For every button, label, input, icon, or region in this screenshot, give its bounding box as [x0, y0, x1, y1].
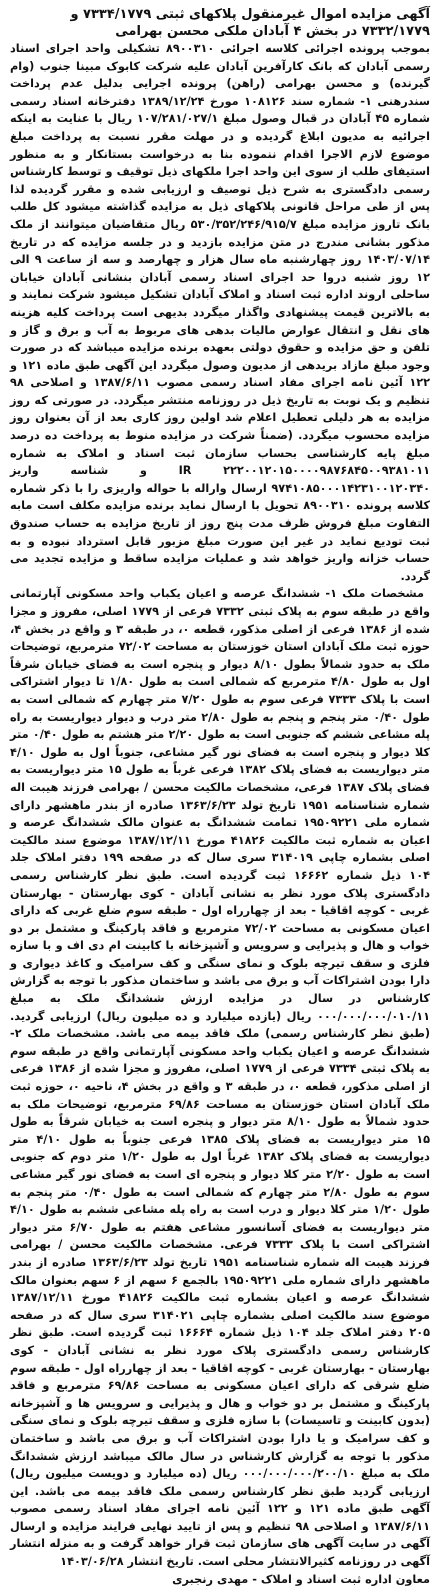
- notice-paragraph-1: بموجب پرونده اجرائی کلاسه اجرائی ۸۹۰۰۳۱۰ تشکیلی واحد اجرای اسناد رسمی آبادان که بانک کارآفرین آبادان علیه شرکت کابوک مبینا جنوب (وام گیرنده) و محسن بهرامی (راهن) پرونده اجرایی بدلیل عدم پرداخت سندرهنی ۱- شماره سند ۱۰۸۱۲۶ مورخ ۱۳۸۹/۱۲/۲۴ دفترخانه اسناد رسمی شماره ۴۵ آبادان در قبال وصول مبلغ ۱۰۷/۲۸۱/۰۲۷/۱ ریال با عنایت به اینکه اجرائیه به مدیون ابلاغ گردیده و در مهلت مقرر نسبت به پرداخت مبلغ موضوع لازم الاجرا اقدام ننموده بنا به درخواست بستانکار و به منظور استیفای طلب از سوی این واحد اجرا ملکهای ذیل توقیف و توسط کارشناس رسمی دادگستری به شرح ذیل توصیف و ارزیابی شده و مقرر گردیده لذا پس از طی مراحل قانونی پلاکهای ذیل به مزایده گذاشته میشود کل طلب بانک تاروز مزایده مبلغ ۵۳۰/۳۵۲/۲۴۶/۹۱۵/۷ ریال متقاضیان میتوانند از ملک مذکور بشانی مندرج در متن مزایده بازدید و در جلسه مزایده که در تاریخ ۱۴۰۳/۰۷/۱۴ روز چهارشنبه ماه سال هزار و چهارصد و سه از ساعت ۹ الی ۱۲ روز شنبه دروا حد اجرای اسناد رسمی آبادان بنشانی آبادان خیابان ساحلی اروند اداره ثبت اسناد و املاک آبادان تشکیل میشود شرکت نمایند و به بالاترین قیمت پیشنهادی واگذار میگردد بدیهی است پرداخت کلیه هزینه های نقل و انتقال عوارض مالیات بدهی های مربوط به آب و برق و گاز و تلفن و حق مزایده و حقوق دولتی بعهده برنده مزایده میباشد که در صورت وجود مبلغ مازاد بریدهی از مدیون وصول میگردد این آگهی طبق ماده ۱۲۱ و ۱۲۲ آئین نامه اجرای مفاد اسناد رسمی مصوب ۱۳۸۷/۶/۱۱ و اصلاحی ۹۸ تنظیم و یک نوبت به تاریخ ذیل در روزنامه منتشر میگردد. در صورتی که روز مزایده به هر دلیلی تعطیل اعلام شد اولین روز کاری بعد از آن بعنوان روز مزایده محسوب میگردد. (ضمناً شرکت در مزایده منوط به پرداخت ده درصد مبلغ پایه کارشناسی بحساب سازمان ثبت اسناد و املاک به شماره ۲۲۲۰۰۱۲۰۱۵۰۰۰۰۹۸۷۶۸۴۵۰۰۹۳۸۱۰۱۱ IR و شناسه واریز ۹۷۴۱۰۸۵۰۰۰۱۴۲۳۱۰۰۱۲۰۳۴۰ ارسال واراله با حواله واریزی را با ذکر شماره کلاسه پرونده ۸۹۰۰۳۱۰ تحویل با ارسال نماید برنده مزایده مکلف است مابه التفاوت مبلغ فروش ظرف مدت پنج روز از تاریخ مزایده به حساب صندوق ثبت تودیع نماید در غیر این صورت مبلغ مزبور قابل استرداد نبوده و به حساب خزانه واریز خواهد شد و عملیات مزایده ساقط و مزایده تجدید می گردد.: [10, 42, 430, 583]
- notice-title: آگهی مزایده اموال غیرمنقول پلاکهای ثبتی ۷۳۳۴/۱۷۷۹ و ۷۳۳۲/۱۷۷۹ در بخش ۴ آبادان ملکی محسن بهرامی: [70, 7, 430, 39]
- notice-paragraph-2: مشخصات ملک ۱- ششدانگ عرصه و اعیان یکباب واحد مسکونی آپارتمانی واقع در طبقه سوم به پلاک ثبتی ۷۳۳۲ فرعی از ۱۷۷۹ اصلی، مفروز و مجزا شده از ۱۳۸۶ فرعی از اصلی مذکور، قطعه ۰، در طبقه ۳ و واقع در بخش ۴، حوزه ثبت ملک آبادان استان خوزستان به مساحت ۷۲/۰۲ مترمربع، توضیحات ملک به حدود شمالاً بطول ۸/۱۰ دیوار و پنجره است به فضای خیابان شرقاً اول به طول ۴/۸۰ مترمربع که شمالی است به طول ۱/۸۰ تا دیوار اشتراکی است با پلاک ۷۳۳۳ فرعی سوم به طول ۷/۲۰ متر چهارم که شمالی است به طول ۰/۴۰ متر پنجم و پنجم به طول ۲/۸۰ متر درب و دیوار دیواریست به راه پله مشاعی ششم که جنوبی است به طول ۲/۲۰ متر هشتم به طول ۰/۴۰ متر کلا دیوار و پنجره است به فضای نور گیر مشاعی، جنوباً اول به طول ۴/۱۰ متر دیواریست به فضای پلاک ۱۳۸۲ فرعی غرباً به طول ۱۵ متر دیواریست به فضای پلاک ۱۳۸۷ فرعی، مشخصات مالکیت محسن / بهرامی فرزند هیبت اله شماره شناسنامه ۱۹۵۱ تاریخ تولد ۱۳۶۳/۶/۲۳ صادره از بندر ماهشهر دارای شماره ملی ۱۹۵۰۹۲۲۱ تمامت ششدانگ به عنوان مالک ششدانگ عرصه و اعیان به شماره ثبت مالکیت ۴۱۸۲۶ مورخ ۱۳۸۷/۱۲/۱۱ موضوع سند مالکیت اصلی بشماره چاپی ۳۱۴۰۱۹ سری سال که در صفحه ۱۹۹ دفتر املاک جلد ۱۰۴ ذیل شماره ۱۶۶۶۲ ثبت گردیده است. طبق نظر کارشناس رسمی دادگستری پلاک مورد نظر به نشانی آبادان - کوی بهارستان - بهارستان غربی - کوچه اقاقیا - بعد از چهارراه اول - طبقه سوم ضلع غربی که دارای اعیان مسکونی به مساحت ۷۲/۰۲ مترمربع و فاقد پارکینگ و مشتمل بر دو خواب و هال و پذیرایی و سرویس و آشپزخانه با کابینت ام دی اف و با سازه فلزی و سقف تیرچه بلوک و نمای سنگی و کف سرامیک و کاغذ دیواری و دارا بودن اشتراکات آب و برق می باشد و ساختمان مذکور با توجه به گزارش کارشناس در سال در مزایده ارزش ششدانگ ملک به مبلغ ۰۰۰/۰۰۰/۰۰۰/۰۱۰/۱۱ ریال (یازده میلیارد و ده میلیون ریال) ارزیابی گردید. (طبق نظر کارشناس رسمی) ملک فاقد بیمه می باشد. مشخصات ملک ۲- ششدانگ عرصه و اعیان یکباب واحد مسکونی آپارتمانی واقع در طبقه سوم به پلاک ثبتی ۷۳۳۴ فرعی از ۱۷۷۹ اصلی، مفروز و مجزا شده از ۱۳۸۶ فرعی از اصلی مذکور، قطعه ۰، در طبقه ۳ و واقع در بخش ۴، ناحیه ۰، حوزه ثبت ملک آبادان استان خوزستان به مساحت ۶۹/۸۶ مترمربع، توضیحات ملک به حدود شمالاً به طول ۸/۱۰ متر دیوار و پنجره است به خیابان شرقاً به طول ۱۵ متر دیواریست به فضای پلاک ۱۳۸۵ فرعی جنوباً به طول ۴/۱۰ متر دیواریست به فضای پلاک ۱۳۸۲ غرباً اول به طول ۱/۲۰ متر دوم که جنوبی است به طول ۲/۲۰ متر کلا دیوار و پنجره ای است به فضای نور گیر مشاعی سوم به طول ۲/۸۰ متر چهارم که شمالی است به طول ۰/۴۰ متر پنجم به طول ۱/۲۰ متر کلا دیوار و درب است به راه پله مشاعی ششم به طول ۴/۱۰ متر دیواریست به فضای آسانسور مشاعی هفتم به طول ۶/۷۰ متر دیوار اشتراکی است با پلاک ۷۳۳۳ فرعی. مشخصات مالکیت محسن / بهرامی فرزند هیبت اله شماره شناسنامه ۱۹۵۱ تاریخ تولد ۱۳۶۳/۶/۲۳ صادره از بندر ماهشهر دارای شماره ملی ۱۹۵۰۹۲۲۱ بالجمع ۶ سهم از ۶ سهم بعنوان مالک ششدانگ عرصه و اعیان بشماره ثبت مالکیت ۴۱۸۲۶ مورخ ۱۳۸۷/۱۲/۱۱ موضوع سند مالکیت اصلی بشماره چاپی ۳۱۴۰۲۱ سری سال که در صفحه ۲۰۵ دفتر املاک جلد ۱۰۴ ذیل شماره ۱۶۶۶۴ ثبت گردیده است. طبق نظر کارشناس رسمی دادگستری پلاک مورد نظر به نشانی آبادان - کوی بهارستان - بهارستان غربی - کوچه اقاقیا - بعد از چهارراه اول - طبقه سوم ضلع شرقی که دارای اعیان مسکونی به مساحت ۶۹/۸۶ مترمربع و فاقد پارکینگ و مشتمل بر دو خواب و هال و پذیرایی و سرویس ها و آشپزخانه (بدون کابینت و تاسیسات) با سازه فلزی و سقف تیرچه بلوک و نمای سنگی و کف سرامیک و یا دارا بودن اشتراکات آب و برق می باشد و ساختمان مذکور با توجه به گزارش کارشناس در سال مالک میباشد ارزش ششدانگ ملک به مبلغ ۰۰۰/۰۰۰/۰۰۰/۲۰۰/۱۰ ریال (ده میلیارد و دویست میلیون ریال) ارزیابی گردید طبق نظر کارشناس رسمی ملک فاقد بیمه می باشد. این آگهی طبق ماده ۱۲۱ و ۱۲۲ آئین نامه اجرای مفاد اسناد رسمی مصوب ۱۳۸۷/۶/۱۱ و اصلاحی ۹۸ تنظیم و پس از تایید نهایی فرایند مزایده و ارسال آگهی در سایت آگهی های سازمان ثبت قرار خواهد گرفت و به منزله انتشار آگهی در روزنامه کثیرالانتشار محلی است. تاریخ انتشار ۱۴۰۳/۰۶/۲۸: [10, 587, 431, 1569]
- notice-signature: معاون اداره ثبت اسناد و املاک - مهدی رنجبری: [172, 1572, 430, 1586]
